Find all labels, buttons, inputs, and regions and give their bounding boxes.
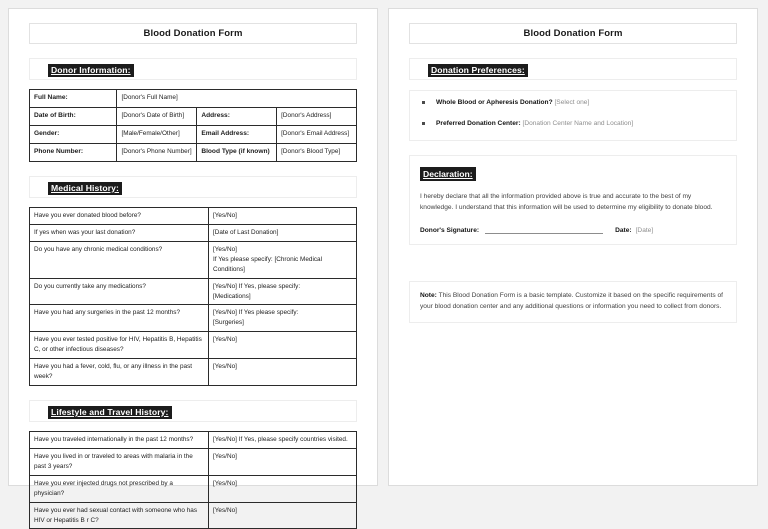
answer-primary: [Yes/No] If Yes please specify:: [212, 309, 299, 317]
declaration-box: [409, 155, 737, 245]
answer-cell[interactable]: [208, 431, 356, 448]
answer-primary: [Yes/No] If Yes, please specify:: [212, 282, 301, 290]
answer-primary: [Yes/No]: [212, 336, 237, 344]
section-header-medical-history: [29, 176, 357, 198]
table-row: [30, 108, 357, 126]
answer-secondary: [Surgeries]: [212, 319, 244, 327]
answer-cell[interactable]: [208, 359, 356, 386]
table-row: [30, 475, 357, 502]
note-label: Note:: [420, 291, 437, 299]
note-box: [409, 281, 737, 323]
page-title: Blood Donation Form: [409, 23, 737, 44]
donation-preferences-box: [409, 90, 737, 141]
answer-cell[interactable]: [208, 241, 356, 278]
answer-primary: [Yes/No]: [212, 363, 237, 371]
field-label: Blood Type (if known): [197, 144, 277, 162]
document-page-1: [8, 8, 378, 524]
medical-history-table: [29, 207, 357, 386]
table-row: [30, 305, 357, 332]
lifestyle-travel-history-table: [29, 431, 357, 529]
table-row: [30, 359, 357, 386]
section-heading-label: Lifestyle and Travel History:: [48, 406, 172, 419]
document-page-2: [388, 8, 758, 486]
date-value[interactable]: [Date]: [635, 226, 654, 234]
answer-cell[interactable]: [208, 448, 356, 475]
section-header-donor-information: [29, 58, 357, 80]
section-heading-label: Donation Preferences:: [428, 64, 528, 77]
table-row: [30, 144, 357, 162]
answer-primary: [Yes/No]: [212, 479, 237, 487]
question-cell: If yes when was your last donation?: [30, 224, 209, 241]
answer-secondary: [Medications]: [212, 292, 251, 300]
question-cell: Have you had a fever, cold, flu, or any illness in the past week?: [30, 359, 209, 386]
field-value[interactable]: [Donor's Email Address]: [277, 126, 357, 144]
answer-cell[interactable]: [208, 332, 356, 359]
answer-primary: [Yes/No]: [212, 212, 237, 219]
page-title: Blood Donation Form: [29, 23, 357, 44]
question-cell: Have you ever injected drugs not prescribed by a physician?: [30, 475, 209, 502]
question-cell: Have you lived in or traveled to areas with malaria in the past 3 years?: [30, 448, 209, 475]
list-item[interactable]: [420, 98, 726, 108]
answer-cell[interactable]: [208, 278, 356, 305]
answer-secondary: If Yes please specify: [Chronic Medical Conditions]: [212, 255, 323, 273]
table-row: [30, 90, 357, 108]
list-item[interactable]: [420, 119, 726, 129]
answer-primary: [Yes/No] If Yes, please specify countries visited.: [212, 435, 348, 443]
field-value[interactable]: [Male/Female/Other]: [117, 126, 197, 144]
field-label: Email Address:: [197, 126, 277, 144]
section-heading-label: Donor Information:: [48, 64, 134, 77]
answer-cell[interactable]: [208, 475, 356, 502]
table-row: [30, 241, 357, 278]
question-cell: Have you ever donated blood before?: [30, 208, 209, 225]
section-header-donation-preferences: [409, 58, 737, 80]
note-text: This Blood Donation Form is a basic template. Customize it based on the specific requirements of your blood donation center and any additional questions or information you need to collect from donors.: [420, 291, 723, 311]
answer-cell[interactable]: [208, 305, 356, 332]
field-value[interactable]: [Donor's Full Name]: [117, 90, 357, 108]
question-cell: Have you ever tested positive for HIV, Hepatitis B, Hepatitis C, or other infectious diseases?: [30, 332, 209, 359]
field-label: Full Name:: [30, 90, 117, 108]
declaration-text: I hereby declare that all the information provided above is true and accurate to the best of my knowledge. I understand that this information will be used to determine my eligibility to donate blood.: [420, 192, 713, 212]
table-row: [30, 448, 357, 475]
table-row: [30, 431, 357, 448]
table-row: [30, 126, 357, 144]
answer-cell[interactable]: [208, 224, 356, 241]
answer-primary: [Yes/No]: [212, 452, 237, 460]
field-value[interactable]: [Donor's Address]: [277, 108, 357, 126]
section-heading-label: Medical History:: [48, 182, 122, 195]
date-label: Date:: [615, 226, 632, 234]
question-cell: Have you had any surgeries in the past 12 months?: [30, 305, 209, 332]
answer-cell[interactable]: [208, 208, 356, 225]
answer-primary: [Yes/No]: [212, 506, 237, 514]
field-value[interactable]: [Donor's Blood Type]: [277, 144, 357, 162]
field-label: Address:: [197, 108, 277, 126]
field-value[interactable]: [Donor's Phone Number]: [117, 144, 197, 162]
preference-value[interactable]: [Donation Center Name and Location]: [522, 119, 634, 127]
donor-information-table: [29, 89, 357, 162]
field-label: Phone Number:: [30, 144, 117, 162]
answer-primary: [Yes/No]: [212, 245, 237, 253]
field-label: Date of Birth:: [30, 108, 117, 126]
preference-label: Preferred Donation Center:: [436, 119, 521, 127]
table-row: [30, 278, 357, 305]
declaration-heading: Declaration:: [420, 167, 476, 181]
question-cell: Do you have any chronic medical conditions?: [30, 241, 209, 278]
question-cell: Do you currently take any medications?: [30, 278, 209, 305]
signature-input-line[interactable]: [485, 226, 603, 234]
section-header-lifestyle-travel-history: [29, 400, 357, 422]
question-cell: Have you ever had sexual contact with someone who has HIV or Hepatitis B r C?: [30, 502, 209, 529]
signature-row: [420, 226, 726, 234]
answer-cell[interactable]: [208, 502, 356, 529]
answer-primary: [Date of Last Donation]: [212, 228, 279, 236]
question-cell: Have you traveled internationally in the past 12 months?: [30, 431, 209, 448]
preference-value[interactable]: [Select one]: [554, 99, 590, 106]
field-value[interactable]: [Donor's Date of Birth]: [117, 108, 197, 126]
table-row: [30, 502, 357, 529]
signature-label: Donor's Signature:: [420, 226, 480, 234]
donation-preferences-list: [420, 98, 726, 129]
preference-label: Whole Blood or Apheresis Donation?: [436, 99, 553, 106]
table-row: [30, 208, 357, 225]
table-row: [30, 332, 357, 359]
table-row: [30, 224, 357, 241]
field-label: Gender:: [30, 126, 117, 144]
